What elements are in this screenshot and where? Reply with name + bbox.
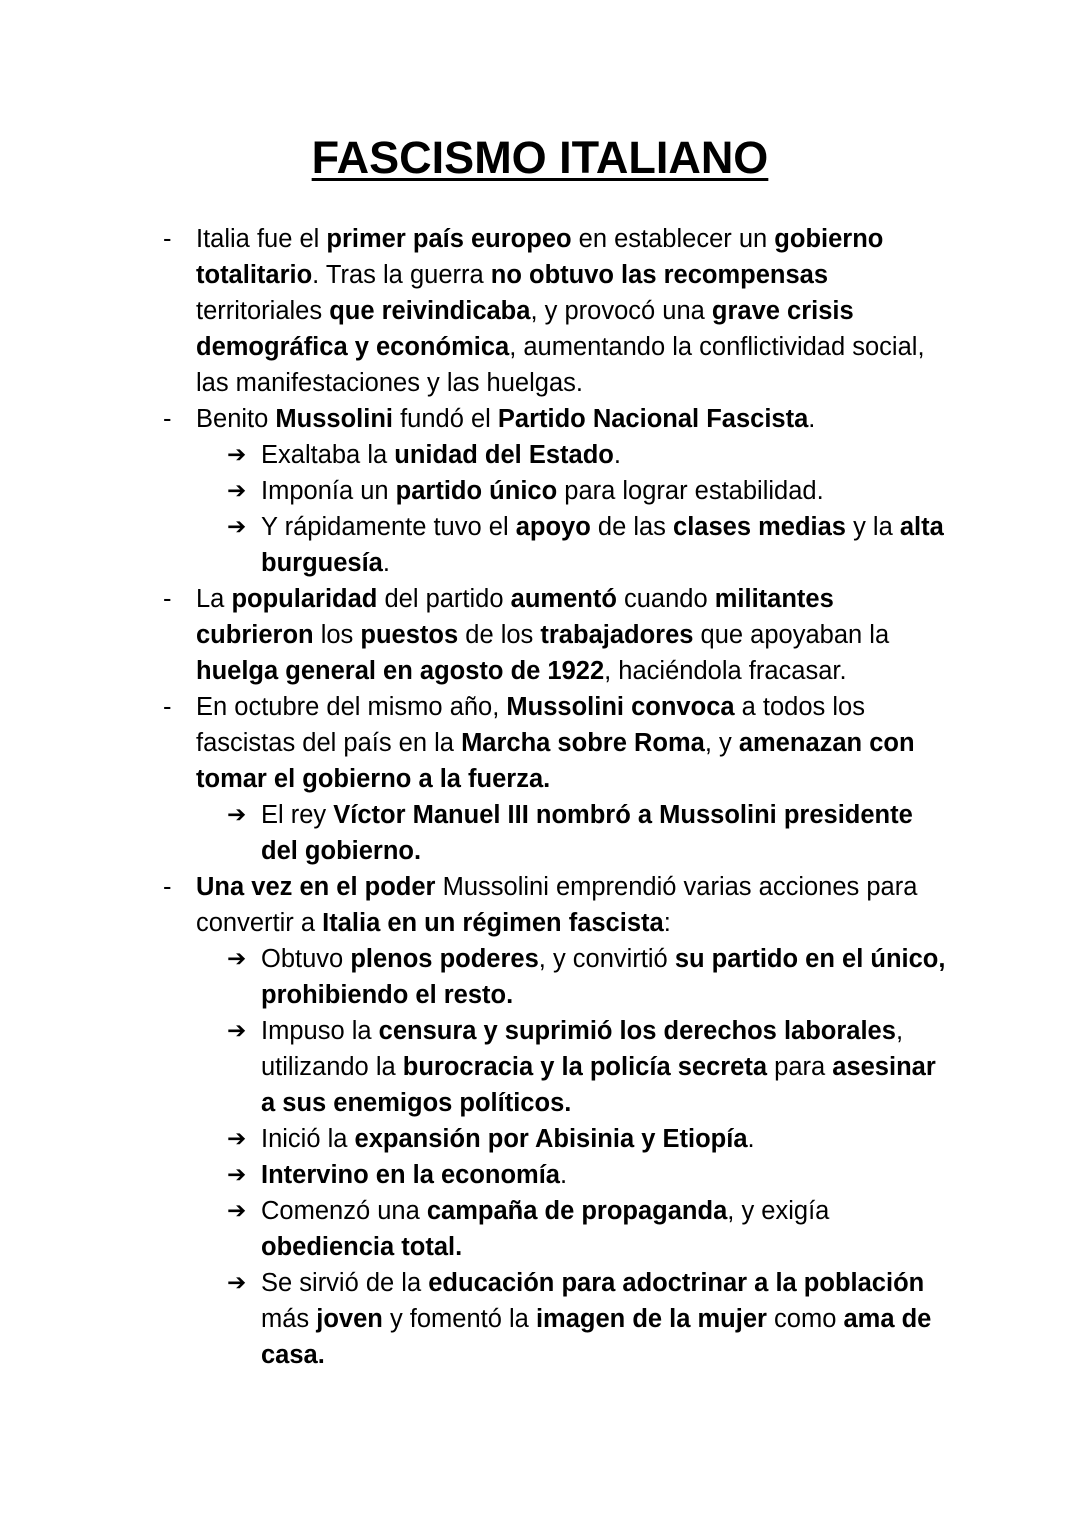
bold-text: censura y suprimió los derechos laborales [378, 1017, 896, 1045]
bullet-item [0, 401, 956, 437]
bold-text: burocracia y la policía secreta [402, 1053, 768, 1081]
bold-text: plenos poderes [350, 945, 539, 973]
sub-bullet-item [0, 1013, 951, 1121]
bold-text: huelga general en agosto de 1922 [196, 657, 605, 685]
bold-text: militantes cubrieron [196, 585, 834, 649]
text: y la [845, 513, 900, 541]
sub-bullet-item [0, 437, 951, 473]
text: para lograr estabilidad. [557, 477, 824, 505]
bullet-item [0, 581, 956, 689]
arrow-icon: ➔ [227, 946, 247, 972]
text: , aumentando la conflictividad social, las manifestaciones y las huelgas. [196, 333, 925, 397]
bold-text: primer país europeo [326, 225, 572, 253]
text: . [747, 1125, 755, 1153]
bold-text: imagen de la mujer [535, 1305, 767, 1333]
bold-text: Italia en un régimen fascista [322, 909, 664, 937]
text: Imponía un [261, 477, 396, 505]
text: La [196, 585, 232, 613]
text: , utilizando la [261, 1017, 904, 1081]
bold-text: educación para adoctrinar a la población [428, 1269, 925, 1297]
sub-bullet-item [0, 941, 951, 1013]
text: a todos los fascistas del país en la [196, 693, 865, 757]
bold-text: amenazan con tomar el gobierno a la fuerza. [196, 729, 915, 793]
dash-marker: - [163, 405, 172, 433]
arrow-icon: ➔ [227, 1270, 247, 1296]
bold-text: alta burguesía [261, 513, 944, 577]
sub-bullet-item [0, 1157, 951, 1193]
bold-text: partido único [395, 477, 558, 505]
text: territoriales [196, 297, 330, 325]
bold-text: unidad del Estado [394, 441, 614, 469]
text: . [613, 441, 621, 469]
text: . Tras la guerra [312, 261, 491, 289]
text: y fomentó la [382, 1305, 536, 1333]
sub-bullet-item [0, 473, 951, 509]
text: que apoyaban la [693, 621, 890, 649]
text: cuando [616, 585, 715, 613]
bullet-item [0, 689, 956, 797]
bold-text: su partido en el único, prohibiendo el resto. [261, 945, 946, 1009]
bold-text: aumentó [510, 585, 617, 613]
bold-text: Una vez en el poder [196, 873, 436, 901]
text: . [382, 549, 390, 577]
text: de los [458, 621, 541, 649]
text: El rey [261, 801, 334, 829]
sub-bullet-item [0, 797, 951, 869]
bold-text: campaña de propaganda [426, 1197, 728, 1225]
bold-text: gobierno totalitario [196, 225, 884, 289]
bold-text: joven [316, 1305, 383, 1333]
text: . [808, 405, 816, 433]
text: En octubre del mismo año, [196, 693, 507, 721]
text: , haciéndola fracasar. [604, 657, 847, 685]
dash-marker: - [163, 873, 172, 901]
text: Inició la [261, 1125, 355, 1153]
bold-text: apoyo [515, 513, 591, 541]
bullet-item [0, 869, 956, 941]
bold-text: Marcha sobre Roma [461, 729, 705, 757]
text: del partido [377, 585, 511, 613]
dash-marker: - [163, 585, 172, 613]
text: en establecer un [571, 225, 775, 253]
text: más [261, 1305, 317, 1333]
bold-text: Intervino en la economía [261, 1161, 560, 1189]
bold-text: expansión por Abisinia y Etiopía [354, 1125, 748, 1153]
text: fundó el [392, 405, 498, 433]
text: , y convirtió [538, 945, 675, 973]
bold-text: clases medias [673, 513, 846, 541]
bold-text: grave crisis demográfica y económica [196, 297, 854, 361]
sub-bullet-item [0, 1121, 951, 1157]
bold-text: popularidad [231, 585, 378, 613]
text: Mussolini emprendió varias acciones para convertir a [196, 873, 918, 937]
text: , y exigía [727, 1197, 830, 1225]
arrow-icon: ➔ [227, 1162, 247, 1188]
text: Benito [196, 405, 276, 433]
arrow-icon: ➔ [227, 1198, 247, 1224]
bold-text: que reivindicaba [329, 297, 531, 325]
text: Se sirvió de la [261, 1269, 429, 1297]
arrow-icon: ➔ [227, 1126, 247, 1152]
arrow-icon: ➔ [227, 1018, 247, 1044]
text: , y [704, 729, 739, 757]
dash-marker: - [163, 225, 172, 253]
bold-text: puestos [360, 621, 459, 649]
text: de las [590, 513, 674, 541]
sub-bullet-item [0, 509, 951, 581]
text: Impuso la [261, 1017, 379, 1045]
text: Y rápidamente tuvo el [261, 513, 516, 541]
text: Italia fue el [196, 225, 327, 253]
bold-text: Mussolini [275, 405, 393, 433]
page-title-text: FASCISMO ITALIANO [311, 132, 769, 183]
text: : [663, 909, 671, 937]
arrow-icon: ➔ [227, 514, 247, 540]
sub-bullet-item [0, 1265, 951, 1373]
bold-text: obediencia total. [261, 1233, 463, 1261]
arrow-icon: ➔ [227, 478, 247, 504]
bold-text: trabajadores [540, 621, 694, 649]
bold-text: no obtuvo las recompensas [490, 261, 829, 289]
bold-text: Mussolini convoca [506, 693, 735, 721]
text: Obtuvo [261, 945, 351, 973]
text: , y provocó una [530, 297, 712, 325]
text: como [766, 1305, 844, 1333]
bold-text: Víctor Manuel III nombró a Mussolini presidente del gobierno. [261, 801, 913, 865]
text: para [767, 1053, 833, 1081]
bold-text: asesinar a sus enemigos políticos. [261, 1053, 936, 1117]
arrow-icon: ➔ [227, 802, 247, 828]
arrow-icon: ➔ [227, 442, 247, 468]
notes-list [0, 221, 1080, 1373]
bold-text: Partido Nacional Fascista [497, 405, 809, 433]
sub-bullet-item [0, 1193, 951, 1265]
bold-text: ama de casa. [261, 1305, 932, 1369]
text: los [313, 621, 361, 649]
page-title [0, 128, 1080, 188]
text: Exaltaba la [261, 441, 395, 469]
dash-marker: - [163, 693, 172, 721]
bullet-item [0, 221, 956, 401]
text: . [560, 1161, 568, 1189]
text: Comenzó una [261, 1197, 427, 1225]
